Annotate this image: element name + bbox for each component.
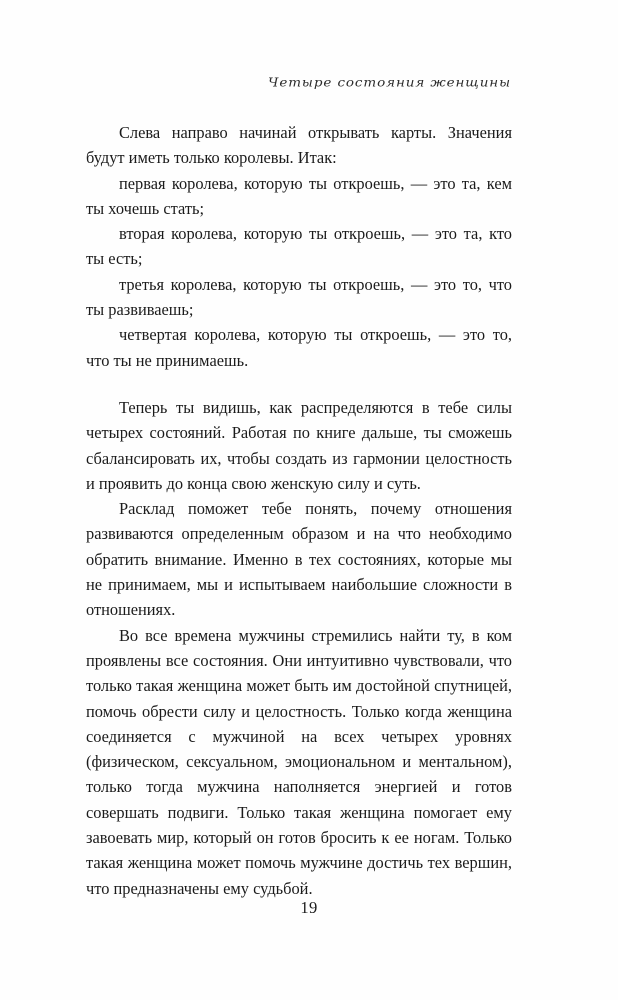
queen-list xyxy=(86,171,512,373)
paragraph-spacer xyxy=(86,373,512,395)
body-paragraph-3: Во все времена мужчины стремились найти ту, в ком проявлены все состояния. Они интуитивно чувствовали, что только такая женщина может быть им достойной спутницей, помочь обрести силу и целостность. Только когда женщина соединяется с мужчиной на всех четырех уровнях (физическом, сексуальном, эмоциональном и ментальном), только тогда мужчина наполняется энергией и готов совершать подвиги. Только такая женщина помогает ему завоевать мир, который он готов бросить к ее ногам. Только такая женщина может помочь мужчине достичь тех вершин, что предназначены ему судьбой. xyxy=(86,625,512,898)
body-paragraph-2: Расклад поможет тебе понять, почему отношения развиваются определенным образом и на что необходимо обратить внимание. Именно в тех состояниях, которые мы не принимаем, мы и испытываем наибольшие сложности в отношениях. xyxy=(86,499,512,620)
list-item: первая королева, которую ты откроешь, — это та, кем ты хочешь стать; xyxy=(86,173,512,218)
page-number: 19 xyxy=(300,898,318,917)
intro-paragraph: Слева направо начинай открывать карты. Значения будут иметь только королевы. Итак: xyxy=(86,123,512,168)
running-head: Четыре состояния женщины xyxy=(268,75,511,90)
body-paragraph-1: Теперь ты видишь, как распределяются в тебе силы четырех состояний. Работая по книге дальше, ты сможешь сбалансировать их, чтобы создать из гармонии целостность и проявить до конца свою женскую силу и суть. xyxy=(86,397,512,493)
text-block xyxy=(86,120,512,901)
list-item: вторая королева, которую ты откроешь, — это та, кто ты есть; xyxy=(86,224,512,269)
list-item: четвертая королева, которую ты откроешь, — это то, что ты не принимаешь. xyxy=(86,325,512,370)
list-item: третья королева, которую ты откроешь, — это то, что ты развиваешь; xyxy=(86,274,512,320)
